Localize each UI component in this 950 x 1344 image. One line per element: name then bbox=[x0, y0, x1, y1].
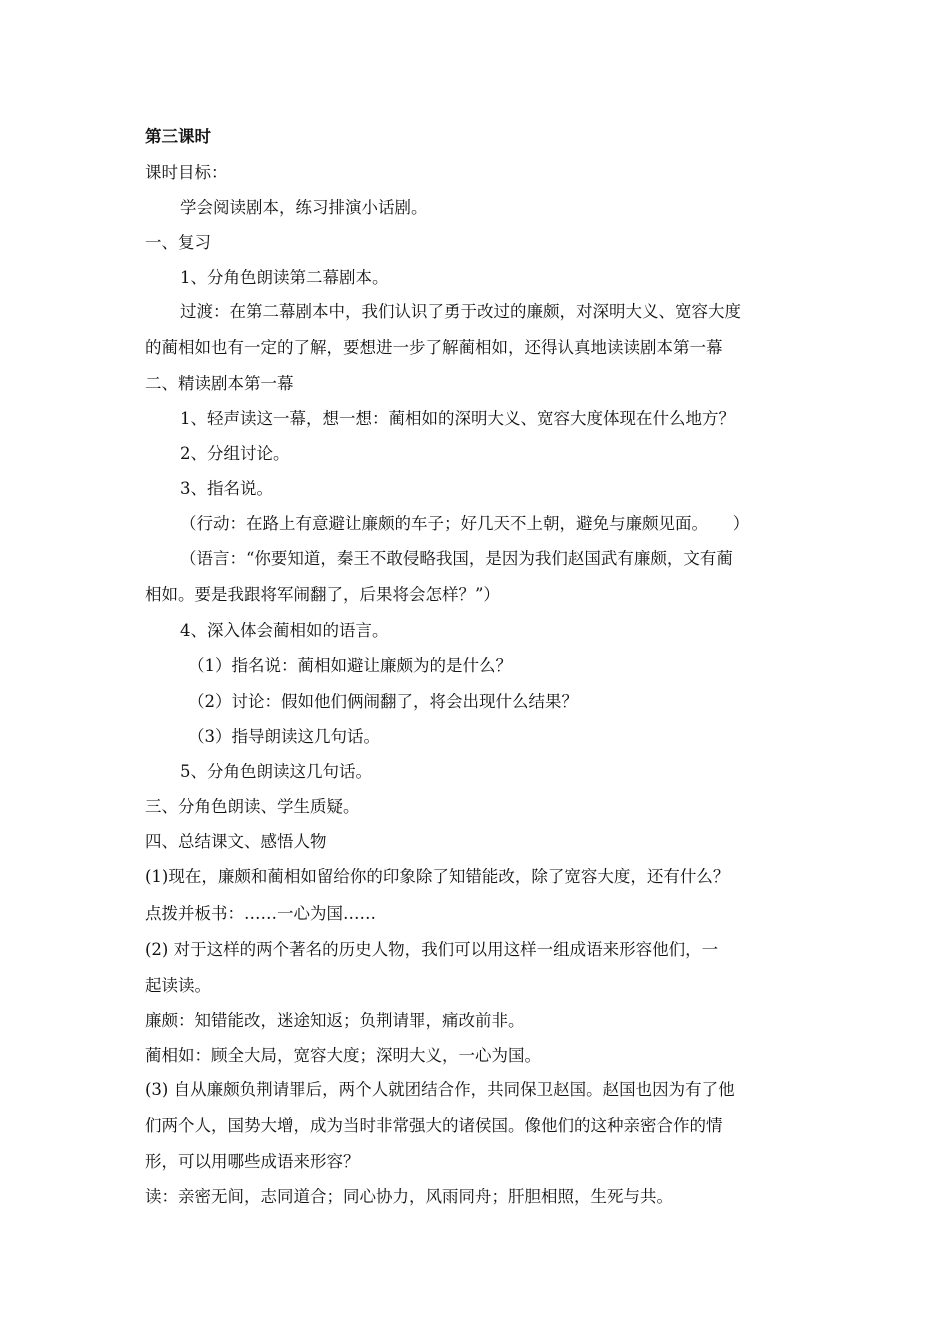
speech-note-line-1: （语言：“你要知道，秦王不敢侵略我国，是因为我们赵国武有廉颇，文有蔺 bbox=[180, 549, 733, 568]
close-reading-item-5: 5、分角色朗读这几句话。 bbox=[180, 762, 372, 781]
board-note: 点拨并板书：……一心为国…… bbox=[145, 904, 376, 923]
close-reading-item-4: 4、深入体会蔺相如的语言。 bbox=[180, 621, 389, 640]
close-reading-item-2: 2、分组讨论。 bbox=[180, 444, 290, 463]
sub-item-1: （1）指名说：蔺相如避让廉颇为的是什么？ bbox=[188, 656, 512, 675]
section-summary-heading: 四、总结课文、感悟人物 bbox=[145, 832, 327, 851]
objective-text: 学会阅读剧本，练习排演小话剧。 bbox=[180, 198, 428, 217]
speech-note-line-2: 相如。要是我跟将军闹翻了，后果将会怎样？”） bbox=[145, 585, 500, 604]
lesson-title: 第三课时 bbox=[145, 127, 211, 146]
linxiangru-idioms: 蔺相如：顾全大局，宽容大度；深明大义，一心为国。 bbox=[145, 1046, 541, 1065]
summary-paragraph-3-line-3: 形，可以用哪些成语来形容？ bbox=[145, 1152, 360, 1171]
close-reading-item-1: 1、轻声读这一幕，想一想：蔺相如的深明大义、宽容大度体现在什么地方？ bbox=[180, 409, 735, 428]
sub-item-2: （2）讨论：假如他们俩闹翻了，将会出现什么结果？ bbox=[188, 692, 578, 711]
section-close-reading-heading: 二、精读剧本第一幕 bbox=[145, 374, 294, 393]
action-note: （行动：在路上有意避让廉颇的车子；好几天不上朝，避免与廉颇见面。 ） bbox=[180, 514, 750, 533]
transition-line-1: 过渡：在第二幕剧本中，我们认识了勇于改过的廉颇，对深明大义、宽容大度 bbox=[180, 302, 741, 321]
lianpo-idioms: 廉颇：知错能改，迷途知返；负荆请罪，痛改前非。 bbox=[145, 1011, 525, 1030]
sub-item-3: （3）指导朗读这几句话。 bbox=[188, 727, 380, 746]
section-review-heading: 一、复习 bbox=[145, 233, 211, 252]
summary-paragraph-2-line-2: 起读读。 bbox=[145, 976, 211, 995]
section-role-reading-heading: 三、分角色朗读、学生质疑。 bbox=[145, 797, 360, 816]
reading-idioms: 读：亲密无间，志同道合；同心协力，风雨同舟；肝胆相照，生死与共。 bbox=[145, 1187, 673, 1206]
summary-paragraph-3-line-2: 们两个人，国势大增，成为当时非常强大的诸侯国。像他们的这种亲密合作的情 bbox=[145, 1116, 723, 1135]
summary-paragraph-1: (1)现在，廉颇和蔺相如留给你的印象除了知错能改，除了宽容大度，还有什么？ bbox=[145, 867, 730, 886]
review-item-1: 1、分角色朗读第二幕剧本。 bbox=[180, 268, 389, 287]
summary-paragraph-2-line-1: (2) 对于这样的两个著名的历史人物，我们可以用这样一组成语来形容他们，一 bbox=[145, 940, 719, 959]
close-reading-item-3: 3、指名说。 bbox=[180, 479, 273, 498]
summary-paragraph-3-line-1: (3) 自从廉颇负荆请罪后，两个人就团结合作，共同保卫赵国。赵国也因为有了他 bbox=[145, 1080, 735, 1099]
transition-line-2: 的蔺相如也有一定的了解，要想进一步了解蔺相如，还得认真地读读剧本第一幕 bbox=[145, 338, 723, 357]
objective-heading: 课时目标： bbox=[145, 163, 228, 182]
